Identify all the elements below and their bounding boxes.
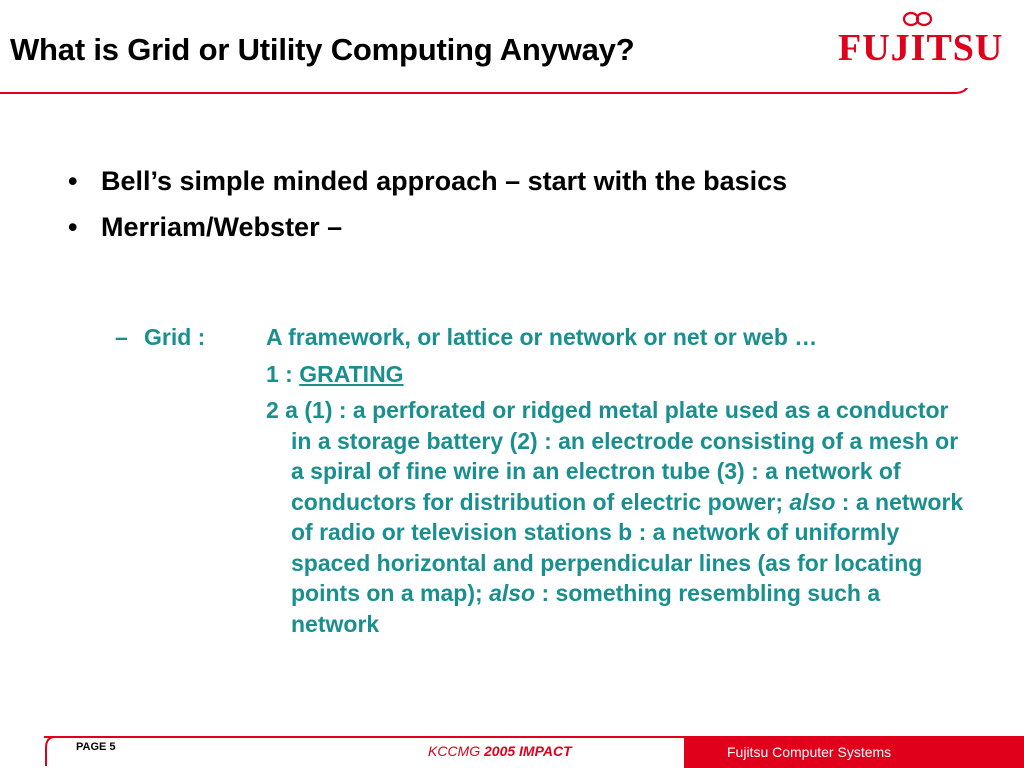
definition-text-part-2: : a network of radio or television stations b : a network of uniformly spaced horizontal and perpendicular lines (as for locating points on a map); [291, 488, 964, 606]
definition-line-1: A framework, or lattice or network or net or web … [266, 324, 818, 350]
definition-line-3 [266, 395, 966, 639]
slide-footer [0, 736, 1024, 768]
footer-rule [44, 736, 684, 738]
logo-wordmark: FUJITSU [838, 27, 1004, 69]
bullet-item [60, 209, 880, 245]
also-italic-1: also [789, 488, 836, 515]
footer-event-label [428, 743, 572, 759]
slide-title: What is Grid or Utility Computing Anyway? [10, 32, 635, 67]
bullet-list [60, 163, 880, 245]
grating-link[interactable]: GRATING [299, 360, 404, 387]
title-underline-rule [0, 88, 1024, 108]
definition-text-part-1: 2 a (1) : a perforated or ridged metal plate used as a conductor in a storage battery (2) : an electrode consisting of a mesh or a spiral of fine wire in an electron tube (3) : a network of conductors for distribution of electric power; [266, 397, 959, 515]
definition-text-part-3: : something resembling such a network [291, 580, 881, 637]
footer-brand-bar [684, 736, 1024, 768]
footer-corner-curve [44, 736, 56, 766]
footer-event-prefix: KCCMG [428, 743, 484, 759]
fujitsu-logo [838, 8, 1004, 72]
bullet-marker: • [68, 212, 78, 242]
definition-line-2-prefix: 1 : [266, 360, 300, 387]
footer-event-bold: 2005 IMPACT [484, 743, 572, 759]
also-italic-2: also [489, 580, 536, 606]
definition-body [266, 322, 966, 639]
bullet-item [60, 163, 880, 199]
definition-term: Grid : [144, 324, 206, 350]
bullet-text: Bell’s simple minded approach – start with the basics [101, 166, 788, 196]
bullet-marker: • [68, 166, 78, 196]
page-number: PAGE 5 [76, 741, 116, 753]
bullet-text: Merriam/Webster – [101, 212, 343, 242]
footer-company-name: Fujitsu Computer Systems [727, 744, 892, 760]
sub-bullet-dash: – [115, 324, 128, 350]
definition-line-2 [266, 359, 966, 390]
